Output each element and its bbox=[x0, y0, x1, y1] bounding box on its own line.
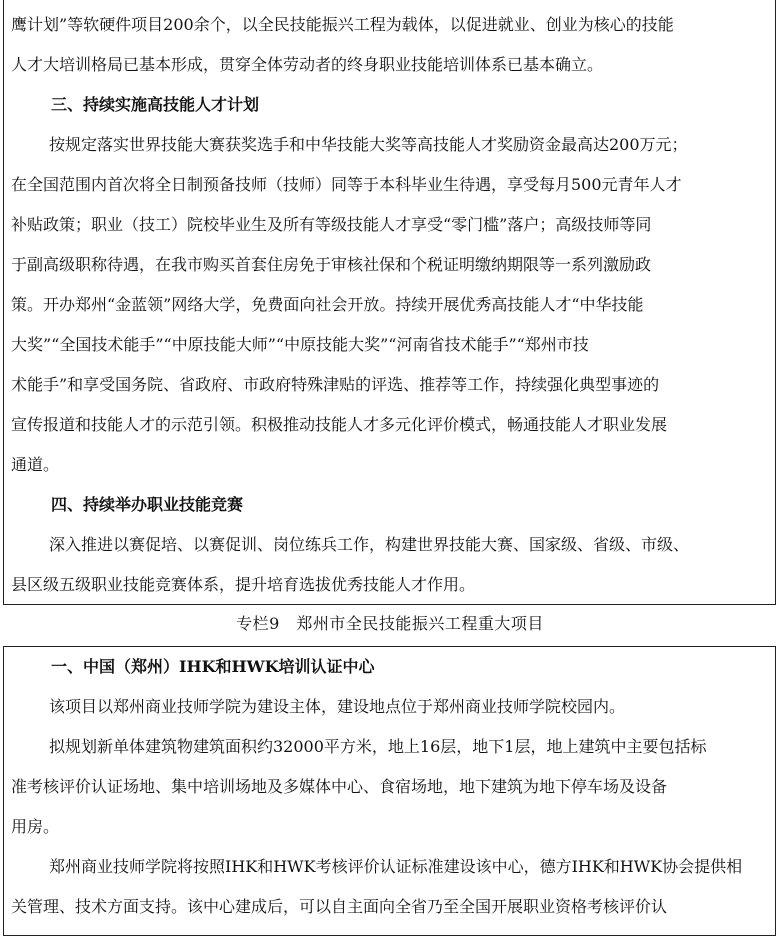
project-1-line-4: 用房。 bbox=[11, 817, 60, 836]
section-3-line-9: 通道。 bbox=[11, 455, 60, 474]
section-3-line-5: 策。开办郑州“金蓝领”网络大学，免费面向社会开放。持续开展优秀高技能人才“中华技能 bbox=[11, 295, 644, 314]
project-1-line-1: 该项目以郑州商业技师学院为建设主体，建设地点位于郑州商业技师学院校园内。 bbox=[49, 697, 626, 716]
project-1-heading: 一、中国（郑州）IHK和HWK培训认证中心 bbox=[51, 657, 375, 676]
project-1-line-5: 郑州商业技师学院将按照IHK和HWK考核评价认证标准建设该中心，德方IHK和HWK协会提供相 bbox=[49, 857, 743, 876]
project-1-line-2: 拟规划新单体建筑物建筑面积约32000平方米，地上16层，地下1层，地上建筑中主要包括标 bbox=[49, 737, 707, 756]
section-3-line-4: 于副高级职称待遇，在我市购买首套住房免于审核社保和个税证明缴纳期限等一系列激励政 bbox=[11, 255, 652, 274]
project-box bbox=[3, 646, 776, 936]
section-4-line-1: 深入推进以赛促培、以赛促训、岗位练兵工作，构建世界技能大赛、国家级、省级、市级、 bbox=[49, 535, 690, 554]
section-3-heading: 三、持续实施高技能人才计划 bbox=[51, 95, 260, 114]
section-3-line-6: 大奖”“全国技术能手”“中原技能大师”“中原技能大奖”“河南省技术能手”“郑州市技 bbox=[11, 335, 589, 354]
section-3-line-3: 补贴政策；职业（技工）院校毕业生及所有等级技能人才享受“零门槛”落户；高级技师等同 bbox=[11, 215, 652, 234]
intro-line-2: 人才大培训格局已基本形成，贯穿全体劳动者的终身职业技能培训体系已基本确立。 bbox=[11, 55, 604, 74]
project-1-line-6: 关管理、技术方面支持。该中心建成后，可以自主面向全省乃至全国开展职业资格考核评价认 bbox=[11, 897, 668, 916]
section-3-line-2: 在全国范围内首次将全日制预备技师（技师）同等于本科毕业生待遇，享受每月500元青年人才 bbox=[11, 175, 682, 194]
intro-line-1: 鹰计划”等软硬件项目200余个，以全民技能振兴工程为载体，以促进就业、创业为核心的技能 bbox=[11, 15, 674, 34]
section-3-line-7: 术能手”和享受国务院、省政府、市政府特殊津贴的评选、推荐等工作，持续强化典型事迹的 bbox=[11, 375, 660, 394]
policy-text-box bbox=[3, 0, 776, 605]
project-1-line-3: 准考核评价认证场地、集中培训场地及多媒体中心、食宿场地，地下建筑为地下停车场及设备 bbox=[11, 777, 668, 796]
section-3-line-8: 宣传报道和技能人才的示范引领。积极推动技能人才多元化评价模式，畅通技能人才职业发展 bbox=[11, 415, 668, 434]
section-4-line-2: 县区级五级职业技能竞赛体系，提升培育选拔优秀技能人才作用。 bbox=[11, 575, 476, 594]
section-4-heading: 四、持续举办职业技能竞赛 bbox=[51, 495, 244, 514]
column-caption: 专栏9 郑州市全民技能振兴工程重大项目 bbox=[236, 614, 544, 633]
section-3-line-1: 按规定落实世界技能大赛获奖选手和中华技能大奖等高技能人才奖励资金最高达200万元； bbox=[49, 135, 688, 154]
